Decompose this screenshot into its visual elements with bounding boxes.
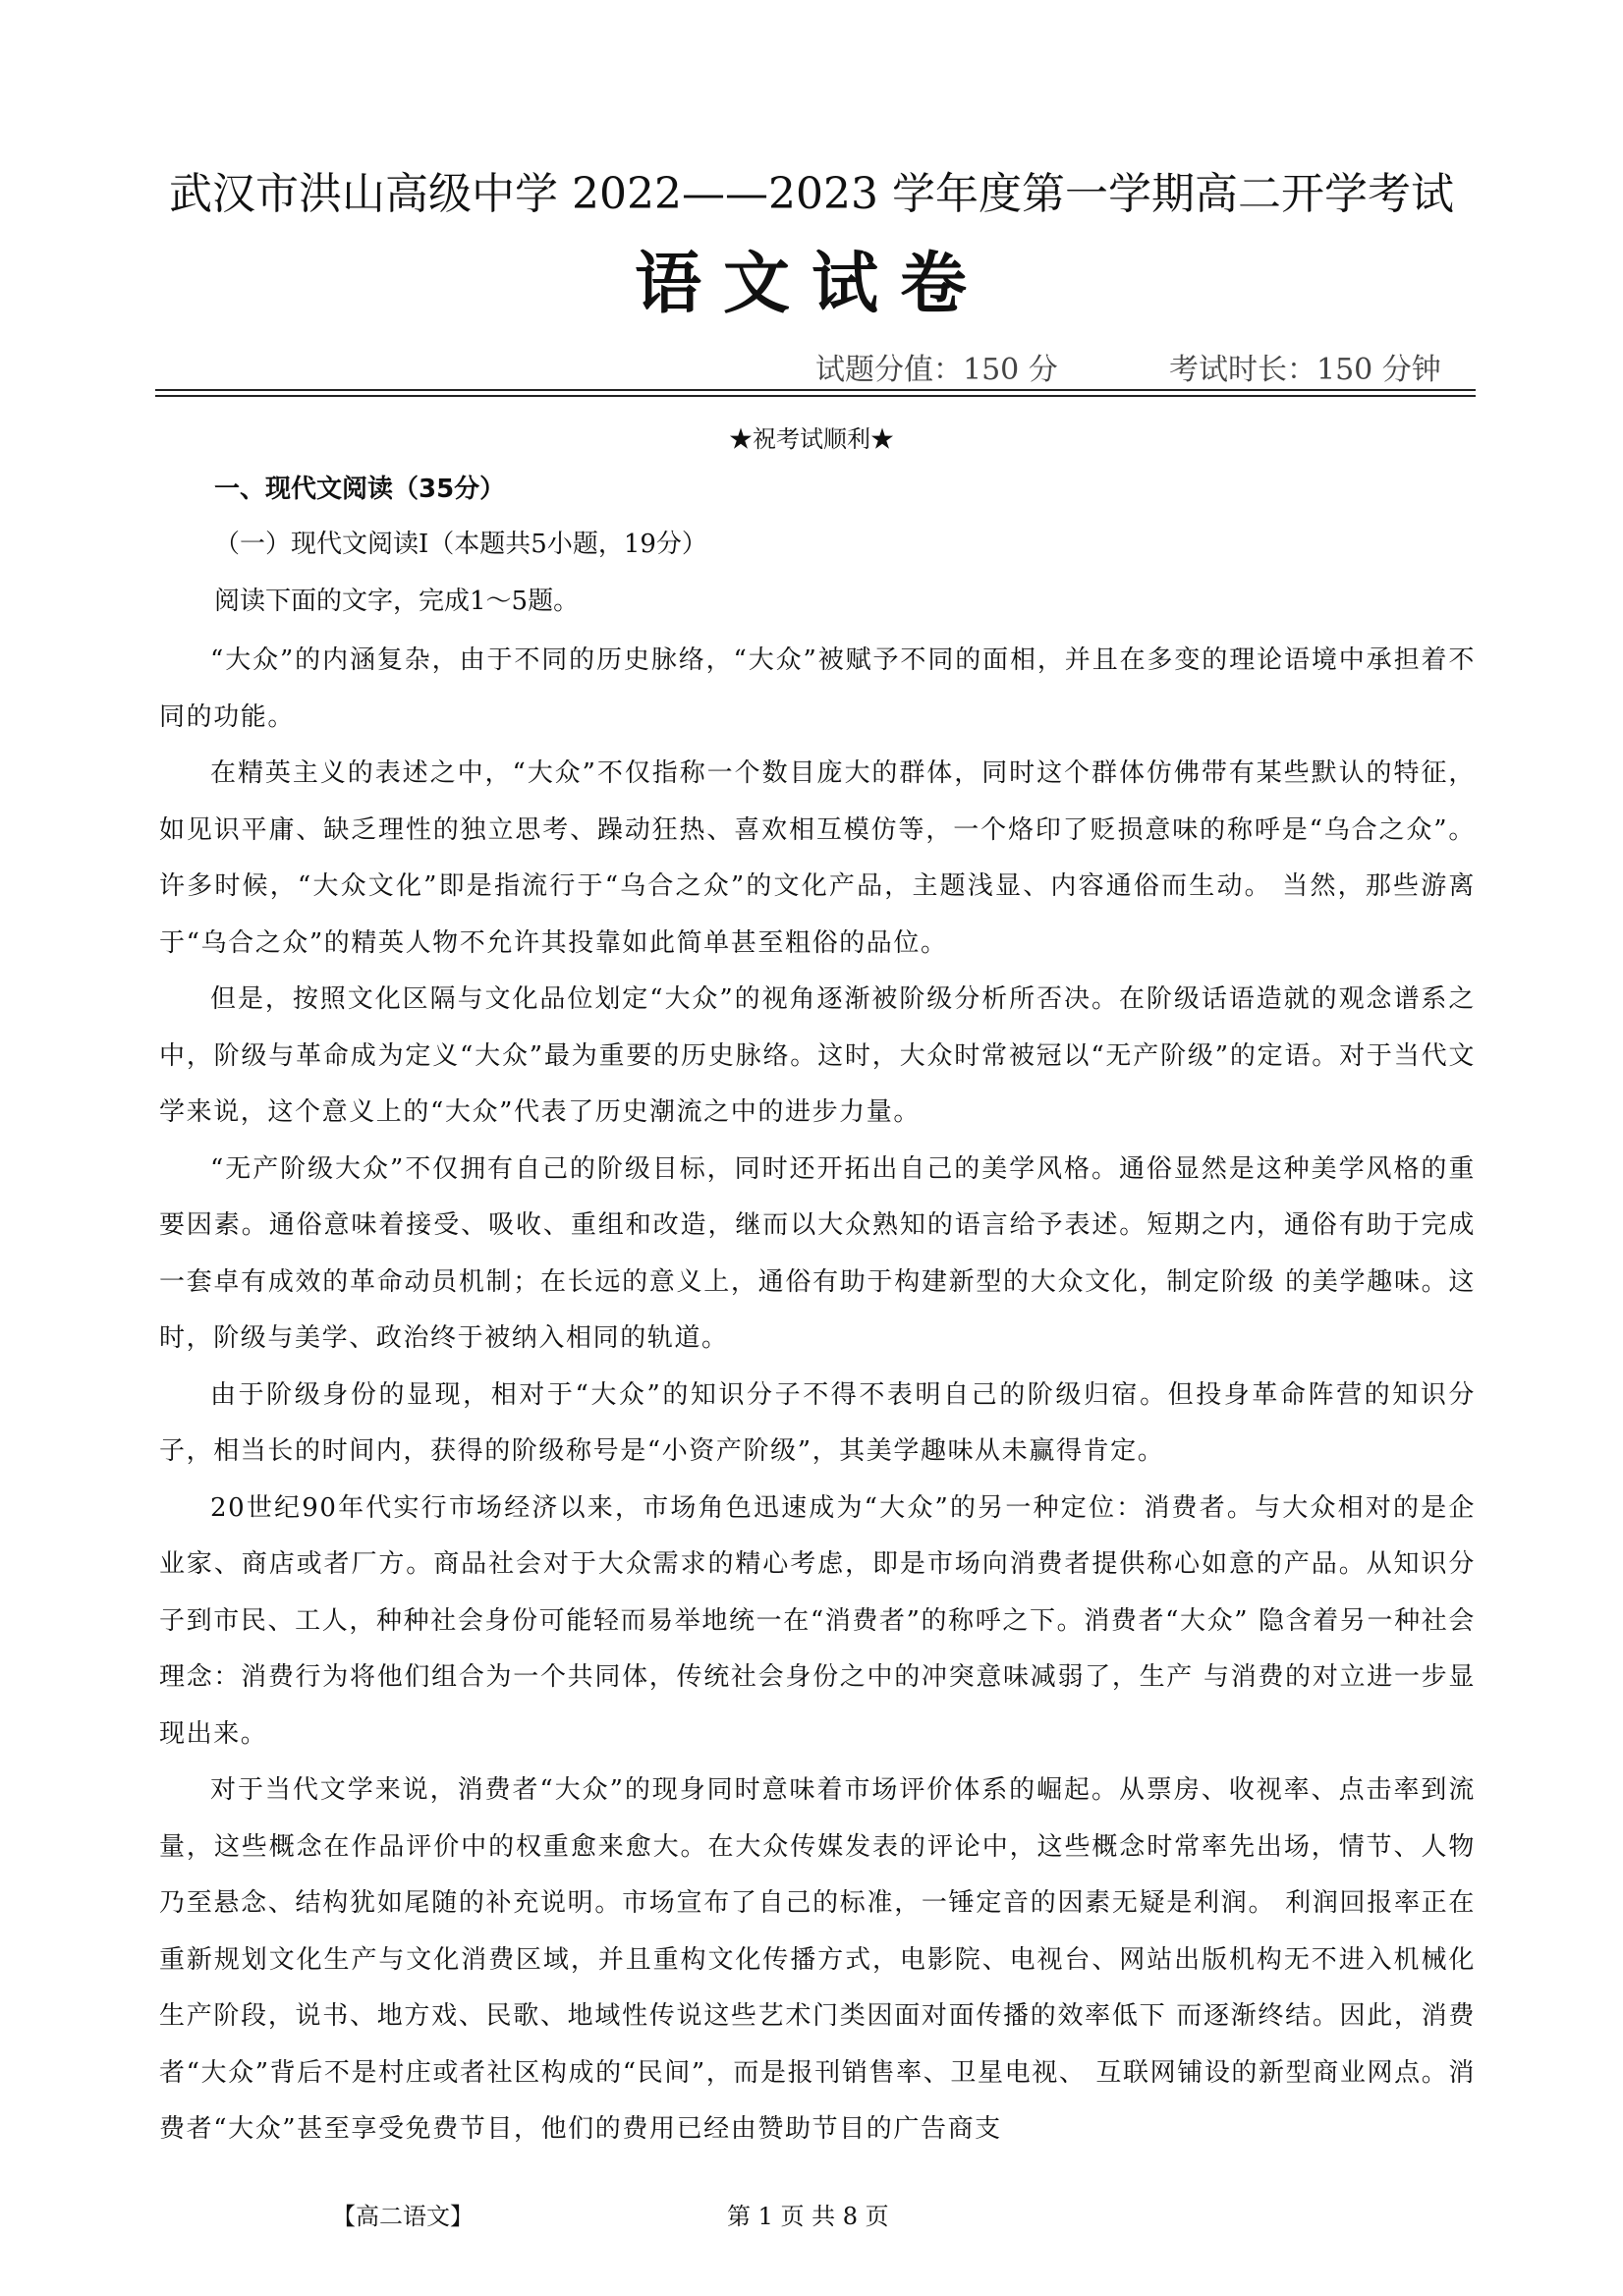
duration-text: 考试时长：150 分钟 — [1169, 353, 1441, 387]
reading-instruction: 阅读下面的文字，完成1～5题。 — [214, 587, 580, 616]
reading-passage — [159, 633, 1476, 2158]
paragraph: 但是，按照文化区隔与文化品位划定“大众”的视角逐渐被阶级分析所否决。在阶级话语造就的观念谱系之中，阶级与革命成为定义“大众”最为重要的历史脉络。这时，大众时常被冠以“无产阶级”的定语。对于当代文学来说，这个意义上的“大众”代表了历史潮流之中的进步力量。 — [159, 984, 1476, 1127]
exam-title: 武汉市洪山高级中学 2022——2023 学年度第一学期高二开学考试 — [169, 169, 1454, 219]
footer-subject: 【高二语文】 — [332, 2203, 474, 2230]
paragraph: 对于当代文学来说，消费者“大众”的现身同时意味着市场评价体系的崛起。从票房、收视率、点击率到流量，这些概念在作品评价中的权重愈来愈大。在大众传媒发表的评论中，这些概念时常率先出场，情节、人物乃至悬念、结构犹如尾随的补充说明。市场宣布了自己的标准，一锤定音的因素无疑是利润。 利润回报率正在重新规划文化生产与文化消费区域，并且重构文化传播方式，电影院、电视台、网站出版机构无不进入机械化生产阶段，说书、地方戏、民歌、地域性传说这些艺术门类因面对面传播的效率低下 而逐渐终结。因此，消费者“大众”背后不是村庄或者社区构成的“民间”，而是报刊销售率、卫星电视、 互联网铺设的新型商业网点。消费者“大众”甚至享受免费节目，他们的费用已经由赞助节目的广告商支 — [159, 1775, 1476, 2144]
paragraph: 在精英主义的表述之中，“大众”不仅指称一个数目庞大的群体，同时这个群体仿佛带有某些默认的特征，如见识平庸、缺乏理性的独立思考、躁动狂热、喜欢相互模仿等，一个烙印了贬损意味的称呼是“乌合之众”。许多时候，“大众文化”即是指流行于“乌合之众”的文化产品，主题浅显、内容通俗而生动。 当然，那些游离于“乌合之众”的精英人物不允许其投靠如此简单甚至粗俗的品位。 — [159, 758, 1476, 958]
page-number: 第 1 页 共 8 页 — [727, 2203, 889, 2230]
header-divider-top — [155, 389, 1476, 391]
paragraph: “大众”的内涵复杂，由于不同的历史脉络，“大众”被赋予不同的面相，并且在多变的理论语境中承担着不同的功能。 — [159, 645, 1476, 732]
score-text: 试题分值：150 分 — [815, 353, 1058, 387]
paragraph: 20世纪90年代实行市场经济以来，市场角色迅速成为“大众”的另一种定位：消费者。与大众相对的是企业家、商店或者厂方。商品社会对于大众需求的精心考虑，即是市场向消费者提供称心如意的产品。从知识分子到市民、工人，种种社会身份可能轻而易举地统一在“消费者”的称呼之下。消费者“大众” 隐含着另一种社会理念：消费行为将他们组合为一个共同体，传统社会身份之中的冲突意味减弱了，生产 与消费的对立进一步显现出来。 — [159, 1492, 1476, 1749]
section-heading: 一、现代文阅读（35分） — [214, 475, 506, 504]
exam-meta — [147, 350, 1476, 391]
paragraph: 由于阶级身份的显现，相对于“大众”的知识分子不得不表明自己的阶级归宿。但投身革命阵营的知识分子，相当长的时间内，获得的阶级称号是“小资产阶级”，其美学趣味从未赢得肯定。 — [159, 1379, 1476, 1466]
section-subheading: （一）现代文阅读Ⅰ（本题共5小题，19分） — [214, 530, 707, 559]
good-luck-text: ★祝考试顺利★ — [729, 425, 894, 453]
header-divider-bottom — [155, 395, 1476, 397]
paragraph: “无产阶级大众”不仅拥有自己的阶级目标，同时还开拓出自己的美学风格。通俗显然是这种美学风格的重要因素。通俗意味着接受、吸收、重组和改造，继而以大众熟知的语言给予表述。短期之内，通俗有助于完成一套卓有成效的革命动员机制；在长远的意义上，通俗有助于构建新型的大众文化，制定阶级 的美学趣味。这时，阶级与美学、政治终于被纳入相同的轨道。 — [159, 1153, 1476, 1353]
page-footer — [0, 2197, 1623, 2236]
exam-subtitle: 语文试卷 — [634, 246, 988, 323]
